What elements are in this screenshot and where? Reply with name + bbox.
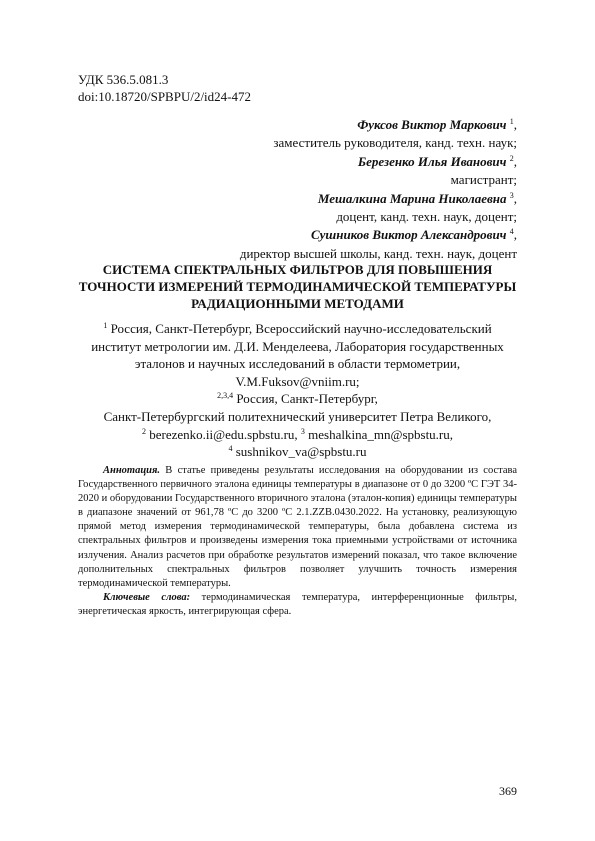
author-name: Березенко Илья Иванович $^2$, (357, 153, 517, 169)
affiliations (78, 320, 517, 461)
abstract-label: Аннотация. (103, 465, 161, 476)
abstract-text: В статье приведены результаты исследования на оборудовании из состава Государственного первичного эталона единицы температуры в диапазоне от 0 до 3200 ºC ГЭТ 34-2020 и оборудовании Государственного вторичного эталона (эталон-копия) единицы температуры в диапазоне значений от 961,78 ºC до 3200 ºC 2.1.ZZB.0430.2022. На установку, реализующую прямой метод измерения термодинамической температуры, была добавлена система из спектральных фильтров и произведены измерения тока приемными устройствами от источника излучения. Анализ расчетов при обработке результатов измерений показал, что такое включение дополнительных спектральных фильтров позволяет улучшить точность измерения термодинамической температуры. (78, 465, 517, 589)
author-role: доцент, канд. техн. наук, доцент; (336, 209, 517, 225)
affiliation-emails: $^2$ berezenko.ii@edu.spbstu.ru, $^3$ meshalkina_mn@spbstu.ru, (141, 426, 454, 442)
doi: doi:10.18720/SPBPU/2/id24-472 (78, 89, 251, 104)
abstract (78, 464, 517, 619)
affiliation-1: $^1$ Россия, Санкт-Петербург, Всероссийский научно-исследовательский институт метрологии им. Д.И. Менделеева, Лаборатория государственных эталонов и научных исследований в области термометрии, V.M.Fuksov@vniim.ru; (91, 321, 504, 389)
author-name: Фуксов Виктор Маркович $^1$, (357, 117, 517, 132)
affiliation-email-4: $^4$ sushnikov_va@spbstu.ru (228, 444, 367, 460)
abstract-paragraph (78, 464, 517, 591)
keywords-text: термодинамическая температура, интерференционные фильтры, энергетическая яркость, интегрирующая сфера. (78, 591, 517, 617)
author-name: Мешалкина Марина Николаевна $^3$, (317, 190, 517, 206)
article-meta (78, 71, 251, 105)
author-role: директор высшей школы, канд. техн. наук, доцент (239, 245, 517, 261)
author-role: заместитель руководителя, канд. техн. наук; (273, 135, 517, 151)
affiliation-2: $^{2,3,4}$ Россия, Санкт-Петербург, (217, 391, 378, 407)
keywords-paragraph (78, 591, 517, 619)
keywords-label: Ключевые слова: (103, 591, 191, 603)
author-list (77, 116, 517, 263)
author-role: магистрант; (450, 172, 517, 188)
affiliation-2-institution: Санкт-Петербургский политехнический университет Петра Великого, (103, 408, 492, 424)
page-number: 369 (499, 784, 517, 798)
article-title: СИСТЕМА СПЕКТРАЛЬНЫХ ФИЛЬТРОВ ДЛЯ ПОВЫШЕНИЯ ТОЧНОСТИ ИЗМЕРЕНИЙ ТЕРМОДИНАМИЧЕСКОЙ ТЕМПЕРАТУРЫ РАДИАЦИОННЫМИ МЕТОДАМИ (78, 262, 517, 311)
author-name: Сушников Виктор Александрович $^4$, (310, 227, 517, 243)
udk-code: УДК 536.5.081.3 (78, 72, 169, 87)
